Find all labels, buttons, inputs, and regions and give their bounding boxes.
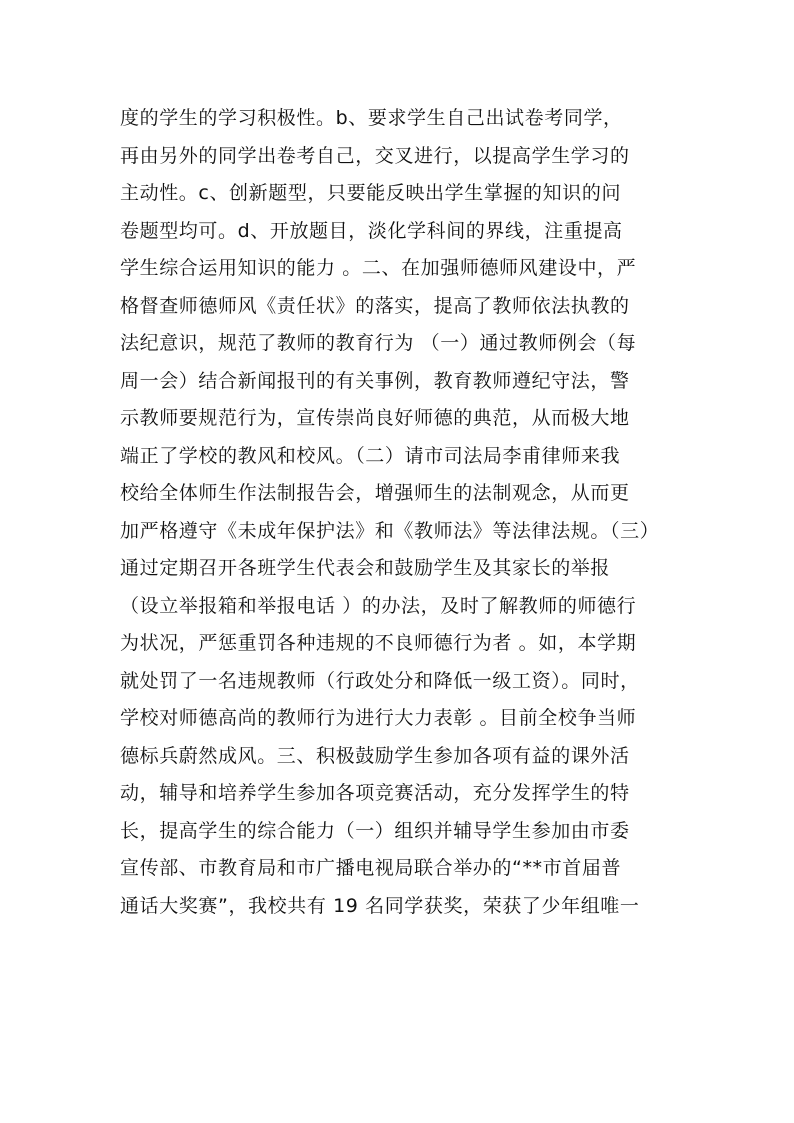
text-line: 端正了学校的教风和校风。（二）请市司法局李甫律师来我: [120, 444, 621, 467]
text-line: 再由另外的同学出卷考自己，交叉进行，以提高学生学习的: [120, 144, 630, 167]
text-line: （设立举报箱和举报电话 ）的办法，及时了解教师的师德行: [120, 594, 637, 617]
text-line: 就处罚了一名违规教师（行政处分和降低一级工资）。同时，: [120, 669, 640, 692]
text-line: 格督查师德师风《责任状》的落实，提高了教师依法执教的: [120, 294, 630, 317]
text-line: 长，提高学生的综合能力（一）组织并辅导学生参加由市委: [120, 819, 630, 842]
text-line: 为状况，严惩重罚各种违规的不良师德行为者 。如，本学期: [120, 632, 637, 654]
text-line: 德标兵蔚然成风。三、积极鼓励学生参加各项有益的课外活: [120, 744, 630, 767]
text-line: 周一会）结合新闻报刊的有关事例，教育教师遵纪守法，警: [120, 369, 630, 392]
text-line: 加严格遵守《未成年保护法》和《教师法》等法律法规。（三）: [120, 519, 660, 542]
text-line: 通话大奖赛”，我校共有 19 名同学获奖，荣获了少年组唯一: [120, 894, 640, 917]
text-line: 通过定期召开各班学生代表会和鼓励学生及其家长的举报: [120, 557, 611, 579]
text-line: 动，辅导和培养学生参加各项竞赛活动，充分发挥学生的特: [120, 782, 630, 804]
text-line: 示教师要规范行为，宣传崇尚良好师德的典范，从而极大地: [120, 407, 630, 429]
text-line: 学生综合运用知识的能力 。二、在加强师德师风建设中，严: [120, 257, 637, 279]
text-line: 校给全体师生作法制报告会，增强师生的法制观念，从而更: [120, 482, 630, 504]
body-text: [120, 100, 680, 925]
text-line: 度的学生的学习积极性。b、要求学生自己出试卷考同学，: [120, 107, 623, 129]
text-line: 宣传部、市教育局和市广播电视局联合举办的“**市首届普: [120, 857, 622, 879]
text-line: 学校对师德高尚的教师行为进行大力表彰 。目前全校争当师: [120, 707, 637, 729]
text-line: 卷题型均可。d、开放题目，淡化学科间的界线，注重提高: [120, 219, 623, 242]
text-line: 主动性。c、创新题型，只要能反映出学生掌握的知识的问: [120, 182, 622, 204]
text-line: 法纪意识，规范了教师的教育行为 （一）通过教师例会（每: [120, 332, 637, 354]
